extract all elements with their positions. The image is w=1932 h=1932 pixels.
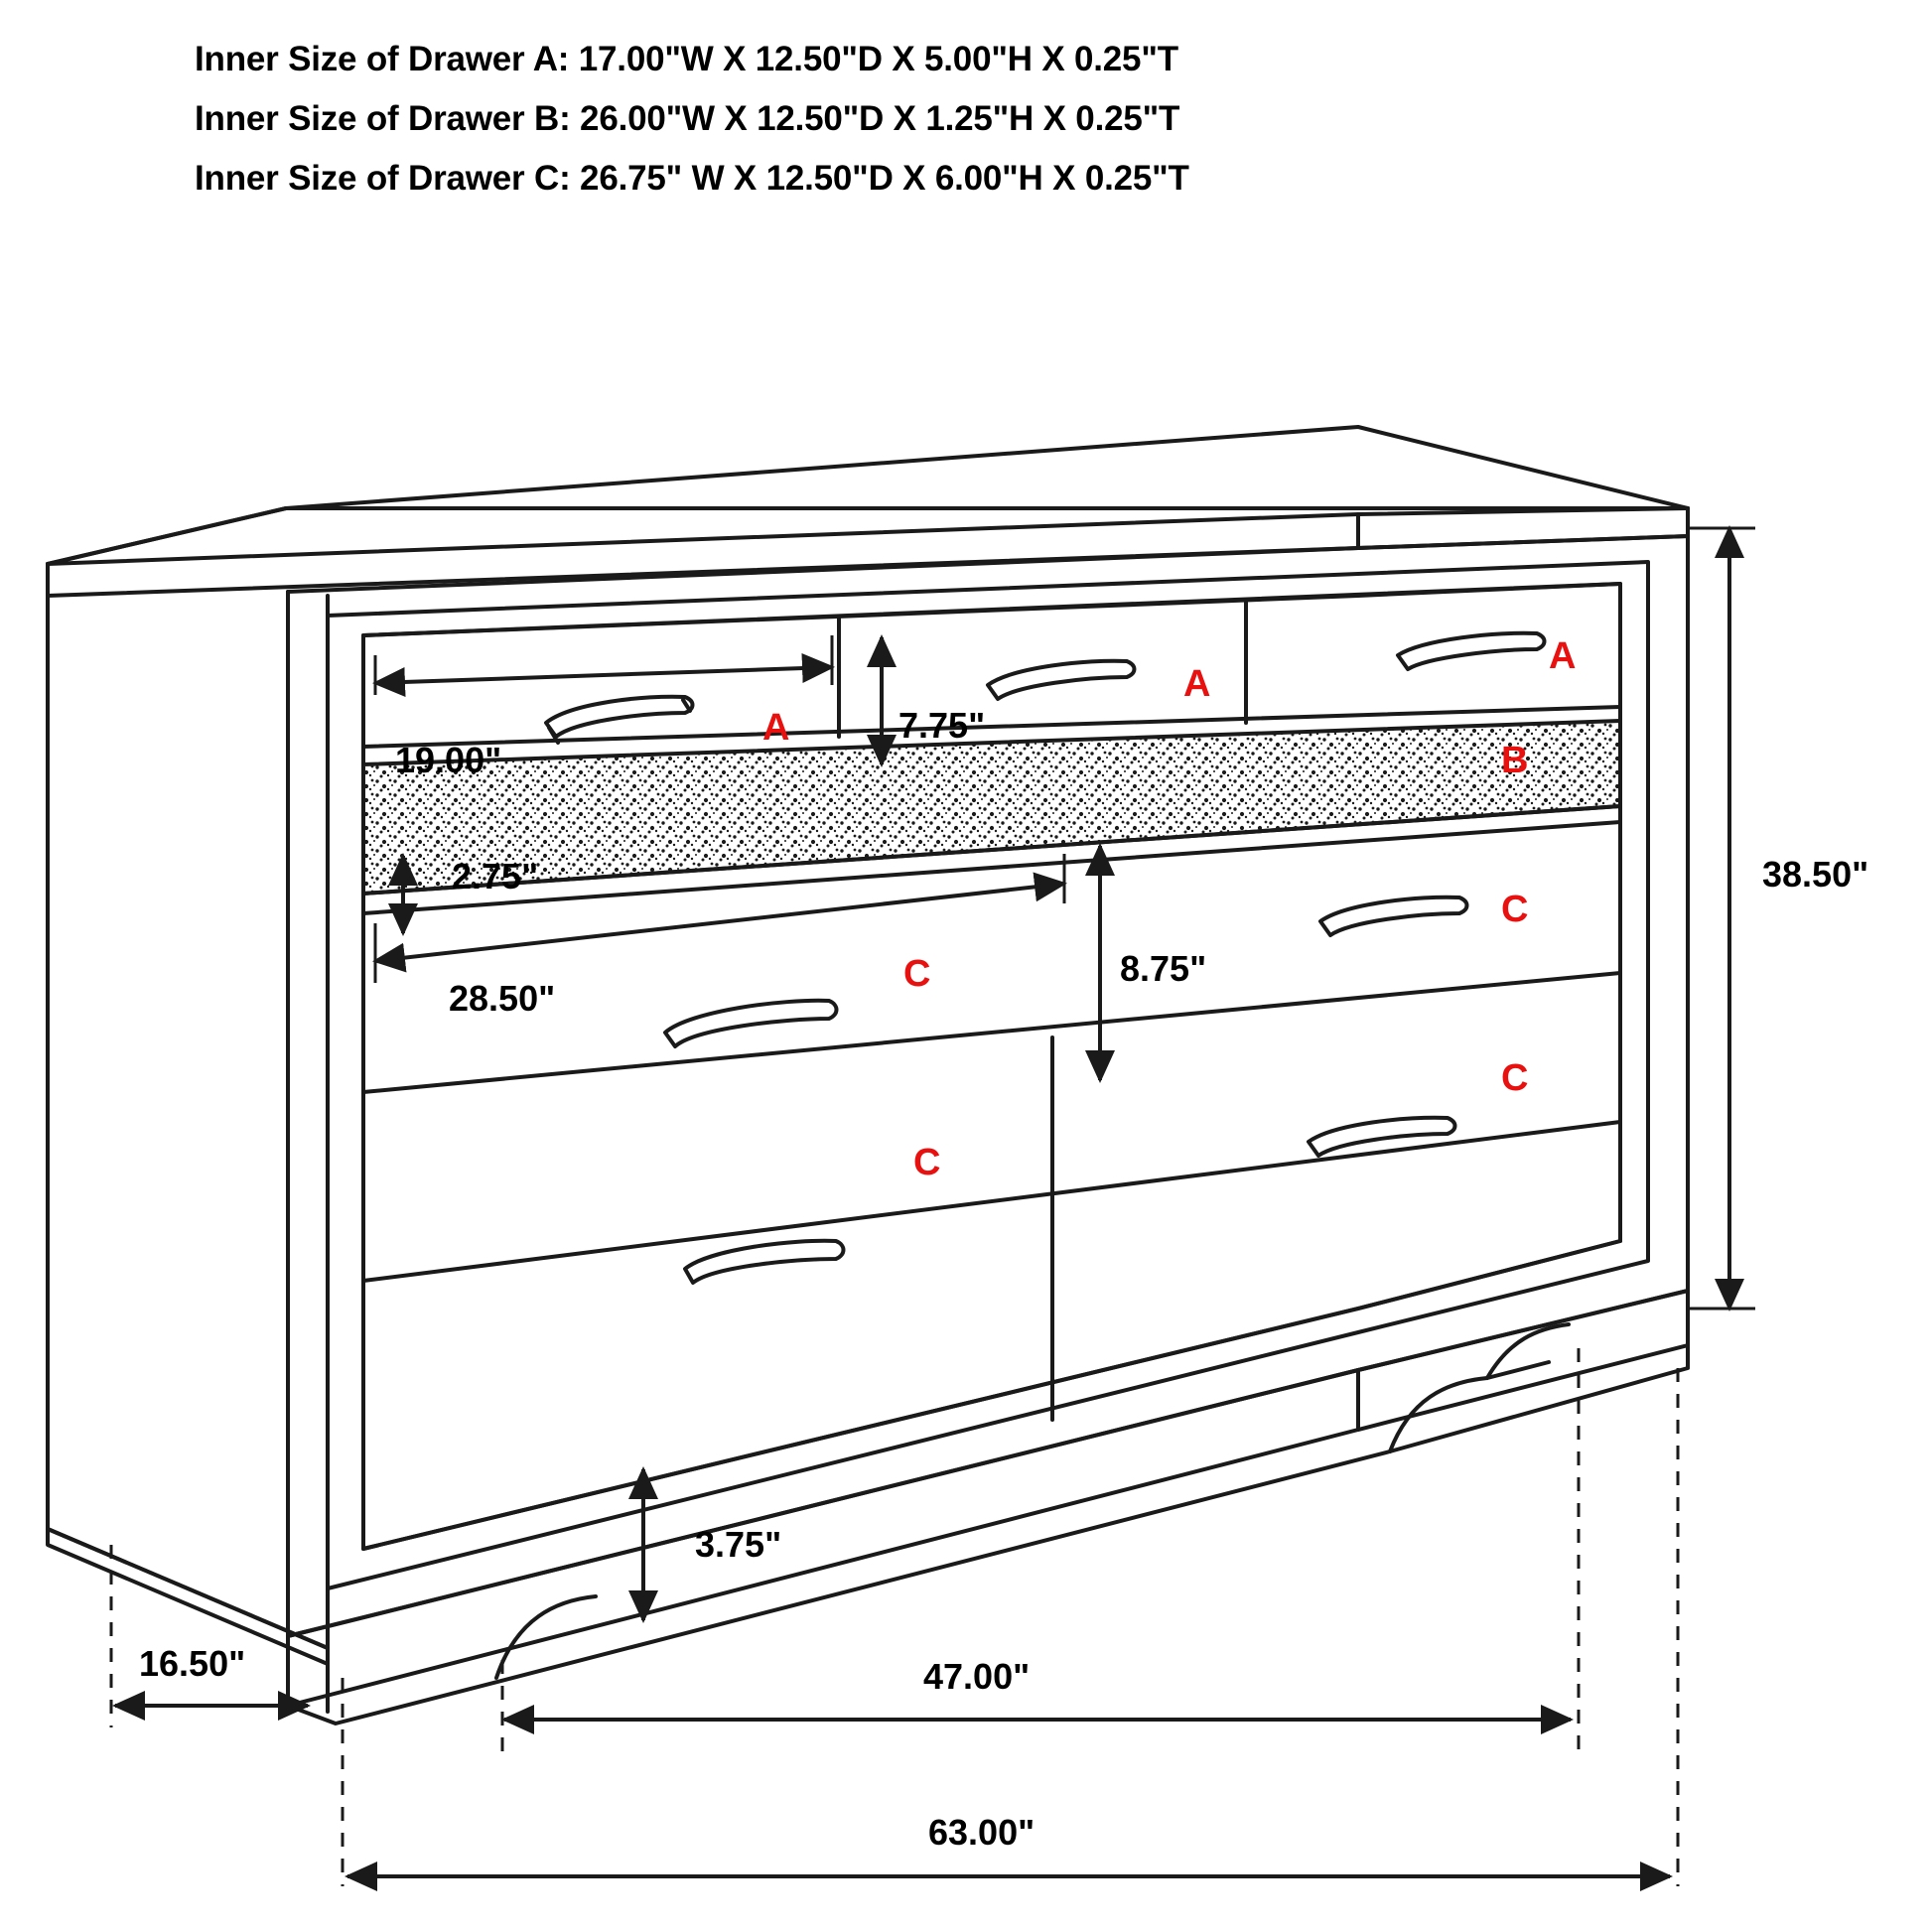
label-drawer-c-top-right: C [1501,889,1529,930]
dim-drawer-b-height: 2.75" [452,856,539,897]
label-drawer-b: B [1501,740,1529,781]
dim-drawer-c-height: 8.75" [1120,948,1207,989]
dim-overall-height: 38.50" [1762,854,1869,895]
label-drawer-c-mid-left: C [903,953,931,995]
label-drawer-a-right: A [1549,635,1577,677]
spec-line-drawer-b: Inner Size of Drawer B: 26.00"W X 12.50"D X 1.25"H X 0.25"T [195,99,1180,138]
dim-leg-clearance: 3.75" [695,1524,782,1565]
dim-inner-width: 47.00" [923,1656,1031,1697]
dim-drawer-a-height: 7.75" [898,705,986,746]
label-drawer-c-bot-right: C [1501,1057,1529,1099]
dim-drawer-c-width: 28.50" [449,978,556,1019]
dim-depth: 16.50" [139,1643,246,1684]
spec-line-drawer-a: Inner Size of Drawer A: 17.00"W X 12.50"D X 5.00"H X 0.25"T [195,40,1178,78]
label-drawer-a-left: A [762,707,790,749]
dim-overall-width: 63.00" [928,1812,1035,1853]
label-drawer-a-mid: A [1183,663,1211,705]
dim-drawer-a-width: 19.00" [395,740,502,780]
label-drawer-c-bot-left: C [913,1142,941,1183]
spec-line-drawer-c: Inner Size of Drawer C: 26.75" W X 12.50"D X 6.00"H X 0.25"T [195,159,1189,198]
